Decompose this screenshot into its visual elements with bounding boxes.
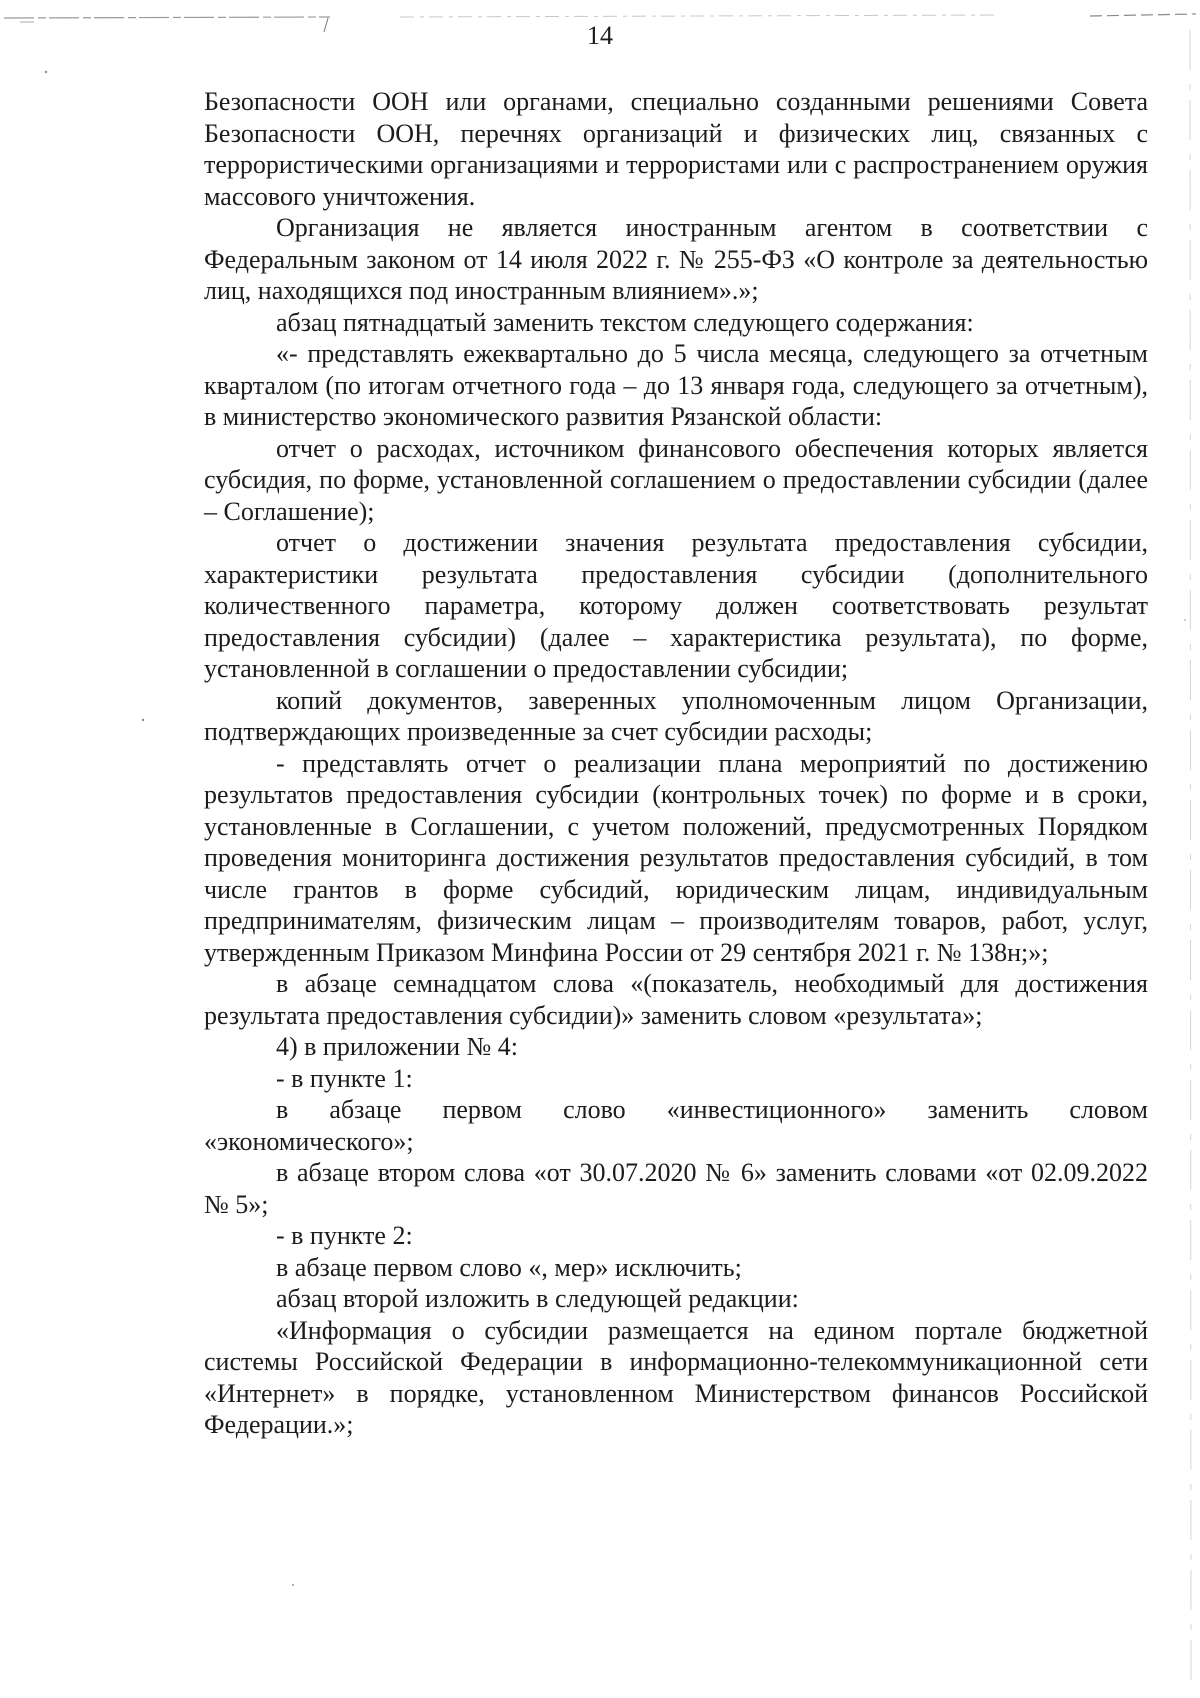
- paragraph: Организация не является иностранным агентом в соответствии с Федеральным законом от 14 июля 2022 г. № 255-ФЗ «О контроле за деятельностью лиц, находящихся под иностранным влиянием».»;: [204, 213, 1148, 305]
- paragraph: в абзаце первом слово «инвестиционного» заменить словом «экономического»;: [204, 1095, 1148, 1156]
- paragraph: «- представлять ежеквартально до 5 числа месяца, следующего за отчетным кварталом (по итогам отчетного года – до 13 января года, следующего за отчетным), в министерство экономического развития Рязанской области:: [204, 339, 1148, 431]
- paragraph: в абзаце семнадцатом слова «(показатель, необходимый для достижения результата предоставления субсидии)» заменить словом «результата»;: [204, 969, 1148, 1030]
- paragraph: 4) в приложении № 4:: [276, 1032, 519, 1061]
- page-number: 14: [587, 21, 613, 50]
- paragraph: в абзаце первом слово «, мер» исключить;: [276, 1252, 742, 1282]
- paragraph: отчет о расходах, источником финансового обеспечения которых является субсидия, по форме, установленной соглашением о предоставлении субсидии (далее – Соглашение);: [204, 433, 1148, 526]
- paragraph: Безопасности ООН или органами, специально созданными решениями Совета Безопасности ООН, перечнях организаций и физических лиц, связанных с террористическими организациями и террористами или с распространением оружия массового уничтожения.: [204, 87, 1148, 211]
- document-body: [204, 86, 1148, 1441]
- paragraph: - представлять отчет о реализации плана мероприятий по достижению результатов предоставления субсидии (контрольных точек) по форме и в сроки, установленные в Соглашении, с учетом положений, предусмотренных Порядком проведения мониторинга достижения результатов предоставления субсидий, в том числе грантов в форме субсидий, юридическим лицам, индивидуальным предпринимателям, физическим лицам – производителям товаров, работ, услуг, утвержденным Приказом Минфина России от 29 сентября 2021 г. № 138н;»;: [204, 748, 1148, 967]
- paragraph: - в пункте 2:: [276, 1221, 413, 1250]
- paragraph: «Информация о субсидии размещается на едином портале бюджетной системы Российской Федерации в информационно-телекоммуникационной сети «Интернет» в порядке, установленном Министерством финансов Российской Федерации.»;: [204, 1315, 1148, 1439]
- paragraph: копий документов, заверенных уполномоченным лицом Организации, подтверждающих произведенные за счет субсидии расходы;: [204, 685, 1148, 746]
- paragraph: абзац второй изложить в следующей редакции:: [276, 1284, 799, 1313]
- paragraph: отчет о достижении значения результата предоставления субсидии, характеристики результата предоставления субсидии (дополнительного количественного параметра, которому должен соответствовать результат предоставления субсидии) (далее – характеристика результата), по форме, установленной в соглашении о предоставлении субсидии;: [204, 528, 1148, 683]
- paragraph: абзац пятнадцатый заменить текстом следующего содержания:: [276, 307, 974, 337]
- paragraph: в абзаце втором слова «от 30.07.2020 № 6» заменить словами «от 02.09.2022 № 5»;: [204, 1158, 1148, 1219]
- paragraph: - в пункте 1:: [276, 1063, 413, 1093]
